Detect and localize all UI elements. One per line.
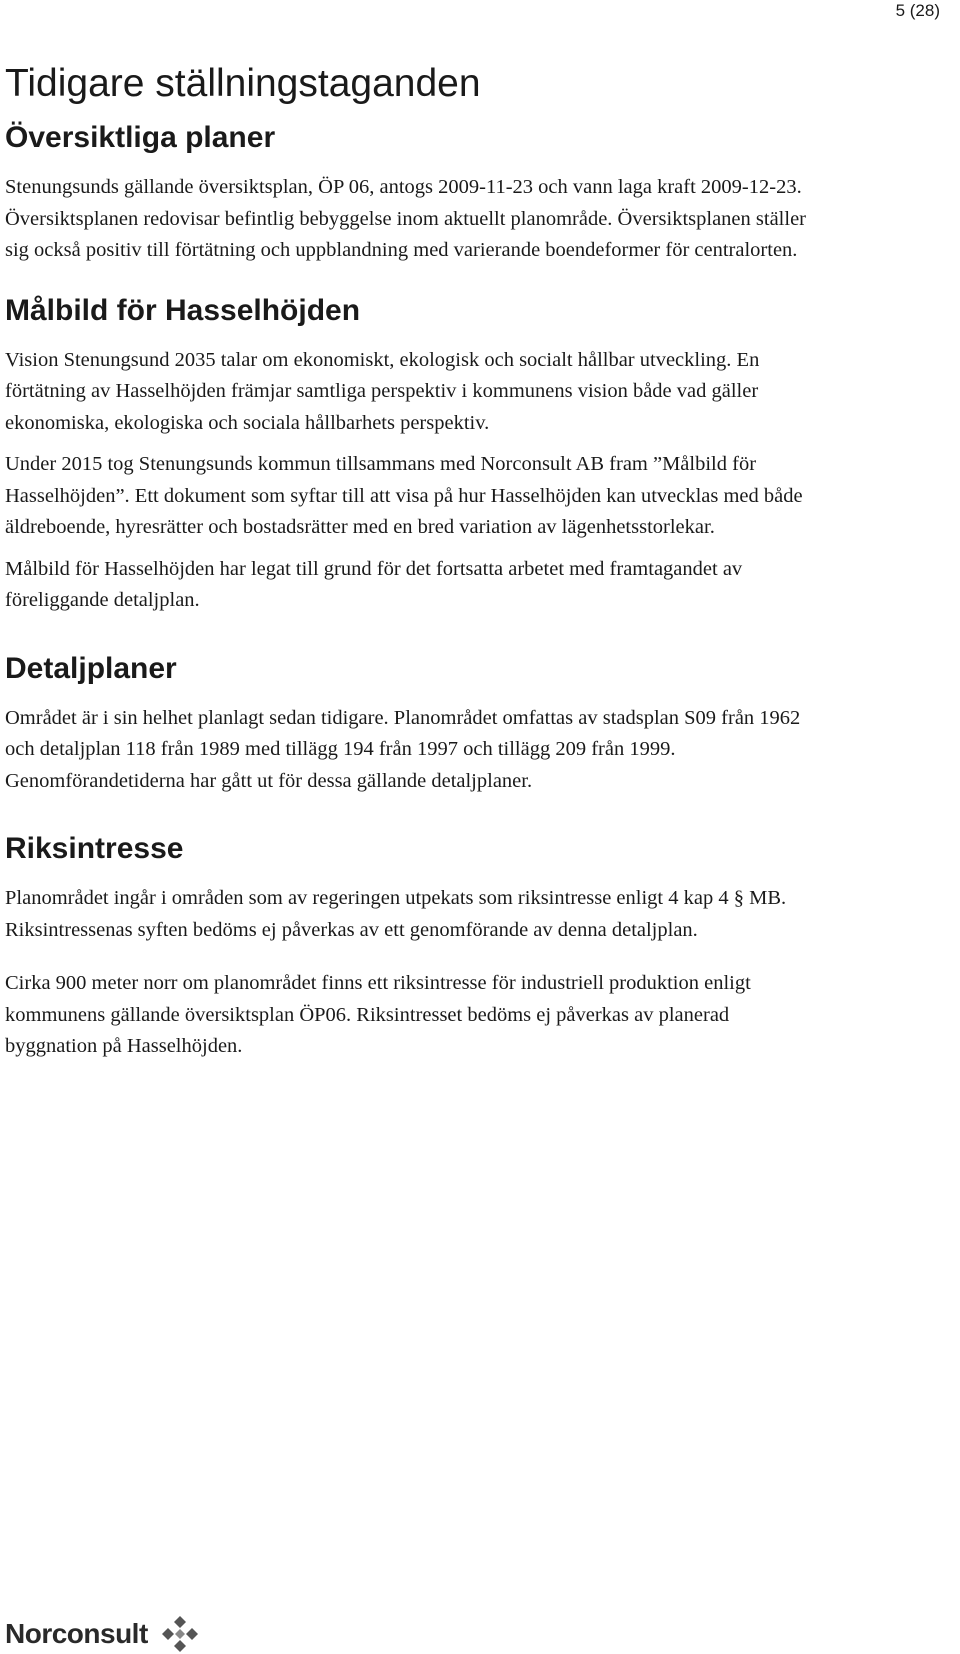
page-title: Tidigare ställningstaganden bbox=[5, 62, 481, 105]
paragraph: Cirka 900 meter norr om planområdet finns ett riksintresse för industriell produktion enligt kommunens gällande översiktsplan ÖP06. Riksintresset bedöms ej påverkas av planerad byggnation på Hasselhöjden. bbox=[5, 972, 751, 1057]
section-heading-oversiktliga-planer: Översiktliga planer bbox=[5, 121, 276, 154]
paragraph: Målbild för Hasselhöjden har legat till grund för det fortsatta arbetet med framtagandet av föreliggande detaljplan. bbox=[5, 557, 743, 611]
norconsult-diamond-icon bbox=[160, 1614, 200, 1654]
logo-text: Norconsult bbox=[5, 1618, 148, 1649]
page-number: 5 (28) bbox=[895, 1, 940, 20]
paragraph: Planområdet ingår i områden som av regeringen utpekats som riksintresse enligt 4 kap 4 § MB. Riksintressenas syften bedöms ej påverkas av ett genomförande av denna detaljplan. bbox=[5, 887, 787, 941]
paragraph: Stenungsunds gällande översiktsplan, ÖP 06, antogs 2009-11-23 och vann laga kraft 2009-12-23. Översiktsplanen redovisar befintlig bebyggelse inom aktuellt planområde. Översiktsplanen ställer sig också positiv till förtätning och uppblandning med varierande boendeformer för centralorten. bbox=[5, 176, 806, 261]
section-heading-malbild: Målbild för Hasselhöjden bbox=[5, 293, 361, 327]
footer-logo bbox=[5, 1614, 200, 1654]
section-heading-riksintresse: Riksintresse bbox=[5, 832, 184, 865]
paragraph: Området är i sin helhet planlagt sedan tidigare. Planområdet omfattas av stadsplan S09 från 1962 och detaljplan 118 från 1989 med tillägg 194 från 1997 och tillägg 209 från 1999. Genomförandetiderna har gått ut för dessa gällande detaljplaner. bbox=[5, 706, 801, 792]
paragraph: Under 2015 tog Stenungsunds kommun tillsammans med Norconsult AB fram ”Målbild för Hasselhöjden”. Ett dokument som syftar till att visa på hur Hasselhöjden kan utvecklas med både äldreboende, hyresrätter och bostadsrätter med en bred variation av lägenhetsstorlekar. bbox=[5, 453, 803, 538]
paragraph: Vision Stenungsund 2035 talar om ekonomiskt, ekologisk och socialt hållbar utveckling. En förtätning av Hasselhöjden främjar samtliga perspektiv i kommunens vision både vad gäller ekonomiska, ekologiska och sociala hållbarhets perspektiv. bbox=[5, 348, 760, 434]
section-heading-detaljplaner: Detaljplaner bbox=[5, 651, 177, 685]
document-body bbox=[5, 58, 825, 1063]
